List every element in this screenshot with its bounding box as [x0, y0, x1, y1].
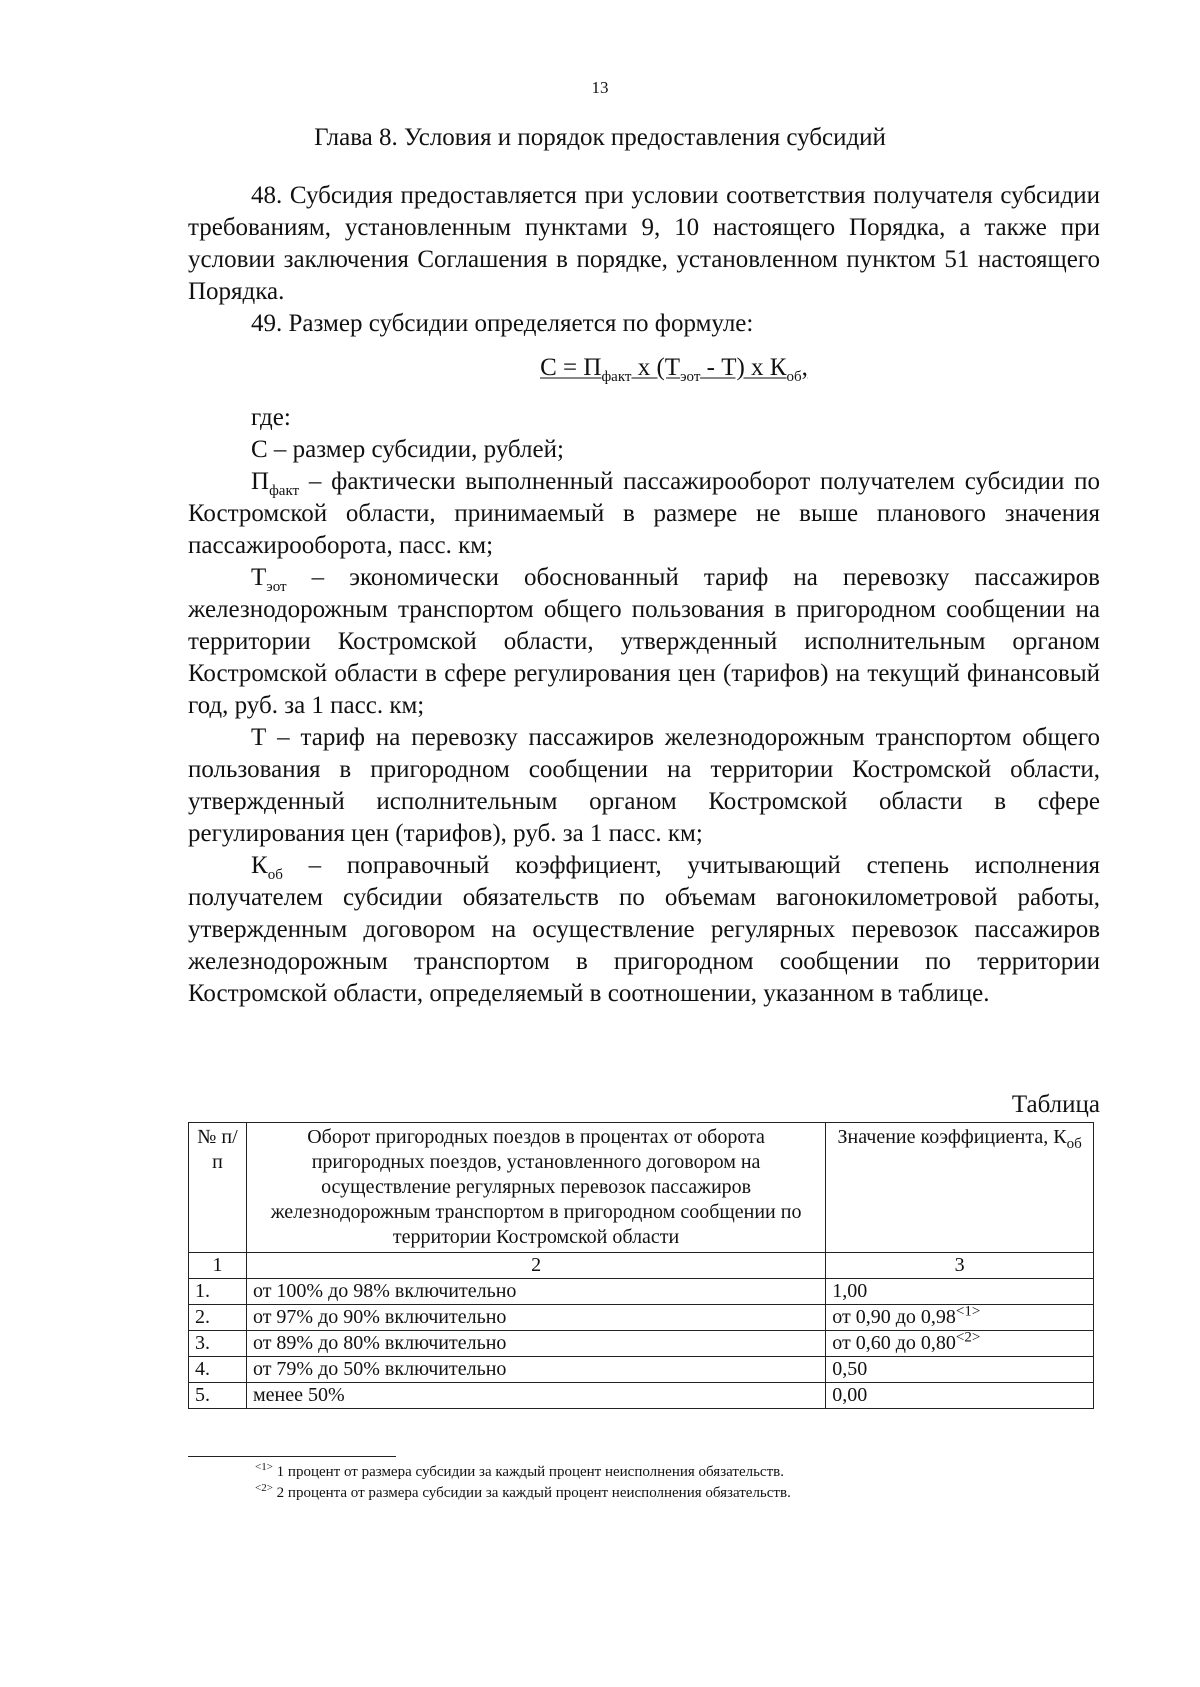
table-row — [189, 1357, 1094, 1383]
footnote-ref: <1> — [955, 1303, 981, 1320]
row-number: 4. — [189, 1357, 247, 1383]
table-header-row — [189, 1123, 1094, 1253]
row-number: 3. — [189, 1331, 247, 1357]
definition-k-ob: $К_{об}$ – поправочный коэффициент, учитывающий степень исполнения получателем субсидии обязательств по объемам вагонокилометровой работы, утвержденным договором на осуществление регулярных перевозок пассажиров железнодорожным транспортом в пригородном сообщении по территории Костромской области, определяемый в соотношении, указанном в таблице. — [188, 852, 1100, 1007]
row-range: от 79% до 50% включительно — [246, 1357, 825, 1383]
row-range: от 100% до 98% включительно — [246, 1279, 825, 1305]
paragraph-48: 48. Субсидия предоставляется при условии соответствия получателя субсидии требованиям, установленным пунктами 9, 10 настоящего Порядка, а также при условии заключения Соглашения в порядке, установленном пунктом 51 настоящего Порядка. — [188, 182, 1100, 305]
table-row — [189, 1383, 1094, 1409]
coefficient-table — [188, 1122, 1094, 1409]
row-value: от 0,90 до $0,98^{<1>}$ — [826, 1305, 1094, 1331]
row-number: 5. — [189, 1383, 247, 1409]
formula-expression: $С = П_{факт}$ х $(Т_{эот} - Т)$ х $К_{об}$ — [540, 354, 802, 385]
row-value: 1,00 — [826, 1279, 1094, 1305]
page-number: 13 — [591, 78, 609, 97]
table-row — [189, 1305, 1094, 1331]
row-value: от 0,60 до $0,80^{<2>}$ — [826, 1331, 1094, 1357]
table-row — [189, 1279, 1094, 1305]
table-column-number-row — [189, 1253, 1094, 1279]
row-number: 1. — [189, 1279, 247, 1305]
footnotes — [255, 1462, 1055, 1504]
row-value: 0,50 — [826, 1357, 1094, 1383]
chapter-title: Глава 8. Условия и порядок предоставления субсидий — [314, 124, 886, 151]
document-body — [188, 180, 1100, 1010]
column-number-3: 3 — [826, 1253, 1094, 1279]
formula: $С = П_{факт}$ х $(Т_{эот} - Т)$ х $К_{об}$, — [540, 354, 808, 385]
where-label: где: — [251, 404, 291, 431]
column-number-1: 1 — [189, 1253, 247, 1279]
header-number: № п/п — [189, 1123, 247, 1253]
footnote-2: $^{<2>}$ 2 процента от размера субсидии за каждый процент неисполнения обязательств. — [255, 1482, 791, 1501]
definition-p-fact: $П_{факт}$ – фактически выполненный пассажирооборот получателем субсидии по Костромской области, принимаемый в размере не выше планового значения пассажирооборота, пасс. км; — [188, 468, 1100, 559]
row-number: 2. — [189, 1305, 247, 1331]
row-range: менее 50% — [246, 1383, 825, 1409]
footnote-ref: <2> — [955, 1329, 981, 1346]
footnote-1: $^{<1>}$ 1 процент от размера субсидии за каждый процент неисполнения обязательств. — [255, 1461, 784, 1480]
table-row — [189, 1331, 1094, 1357]
header-coefficient: Значение коэффициента, $К_{об}$ — [826, 1123, 1094, 1253]
table-caption: Таблица — [1011, 1091, 1100, 1118]
row-value: 0,00 — [826, 1383, 1094, 1409]
column-number-2: 2 — [246, 1253, 825, 1279]
definition-c: С – размер субсидии, рублей; — [251, 436, 564, 463]
definition-t: Т – тариф на перевозку пассажиров железнодорожным транспортом общего пользования в пригородном сообщении на территории Костромской области, утвержденный исполнительным органом Костромской области в сфере регулирования цен (тарифов), руб. за 1 пасс. км; — [188, 724, 1100, 847]
row-range: от 97% до 90% включительно — [246, 1305, 825, 1331]
definition-t-eot: $Т_{эот}$ – экономически обоснованный тариф на перевозку пассажиров железнодорожным транспортом общего пользования в пригородном сообщении на территории Костромской области, утвержденный исполнительным органом Костромской области в сфере регулирования цен (тарифов) на текущий финансовый год, руб. за 1 пасс. км; — [188, 564, 1100, 719]
row-range: от 89% до 80% включительно — [246, 1331, 825, 1357]
footnote-separator — [188, 1456, 396, 1457]
paragraph-49: 49. Размер субсидии определяется по формуле: — [251, 310, 754, 337]
header-turnover: Оборот пригородных поездов в процентах от оборота пригородных поездов, установленного договором на осуществление регулярных перевозок пассажиров железнодорожным транспортом в пригородном сообщении по территории Костромской области — [246, 1123, 825, 1253]
